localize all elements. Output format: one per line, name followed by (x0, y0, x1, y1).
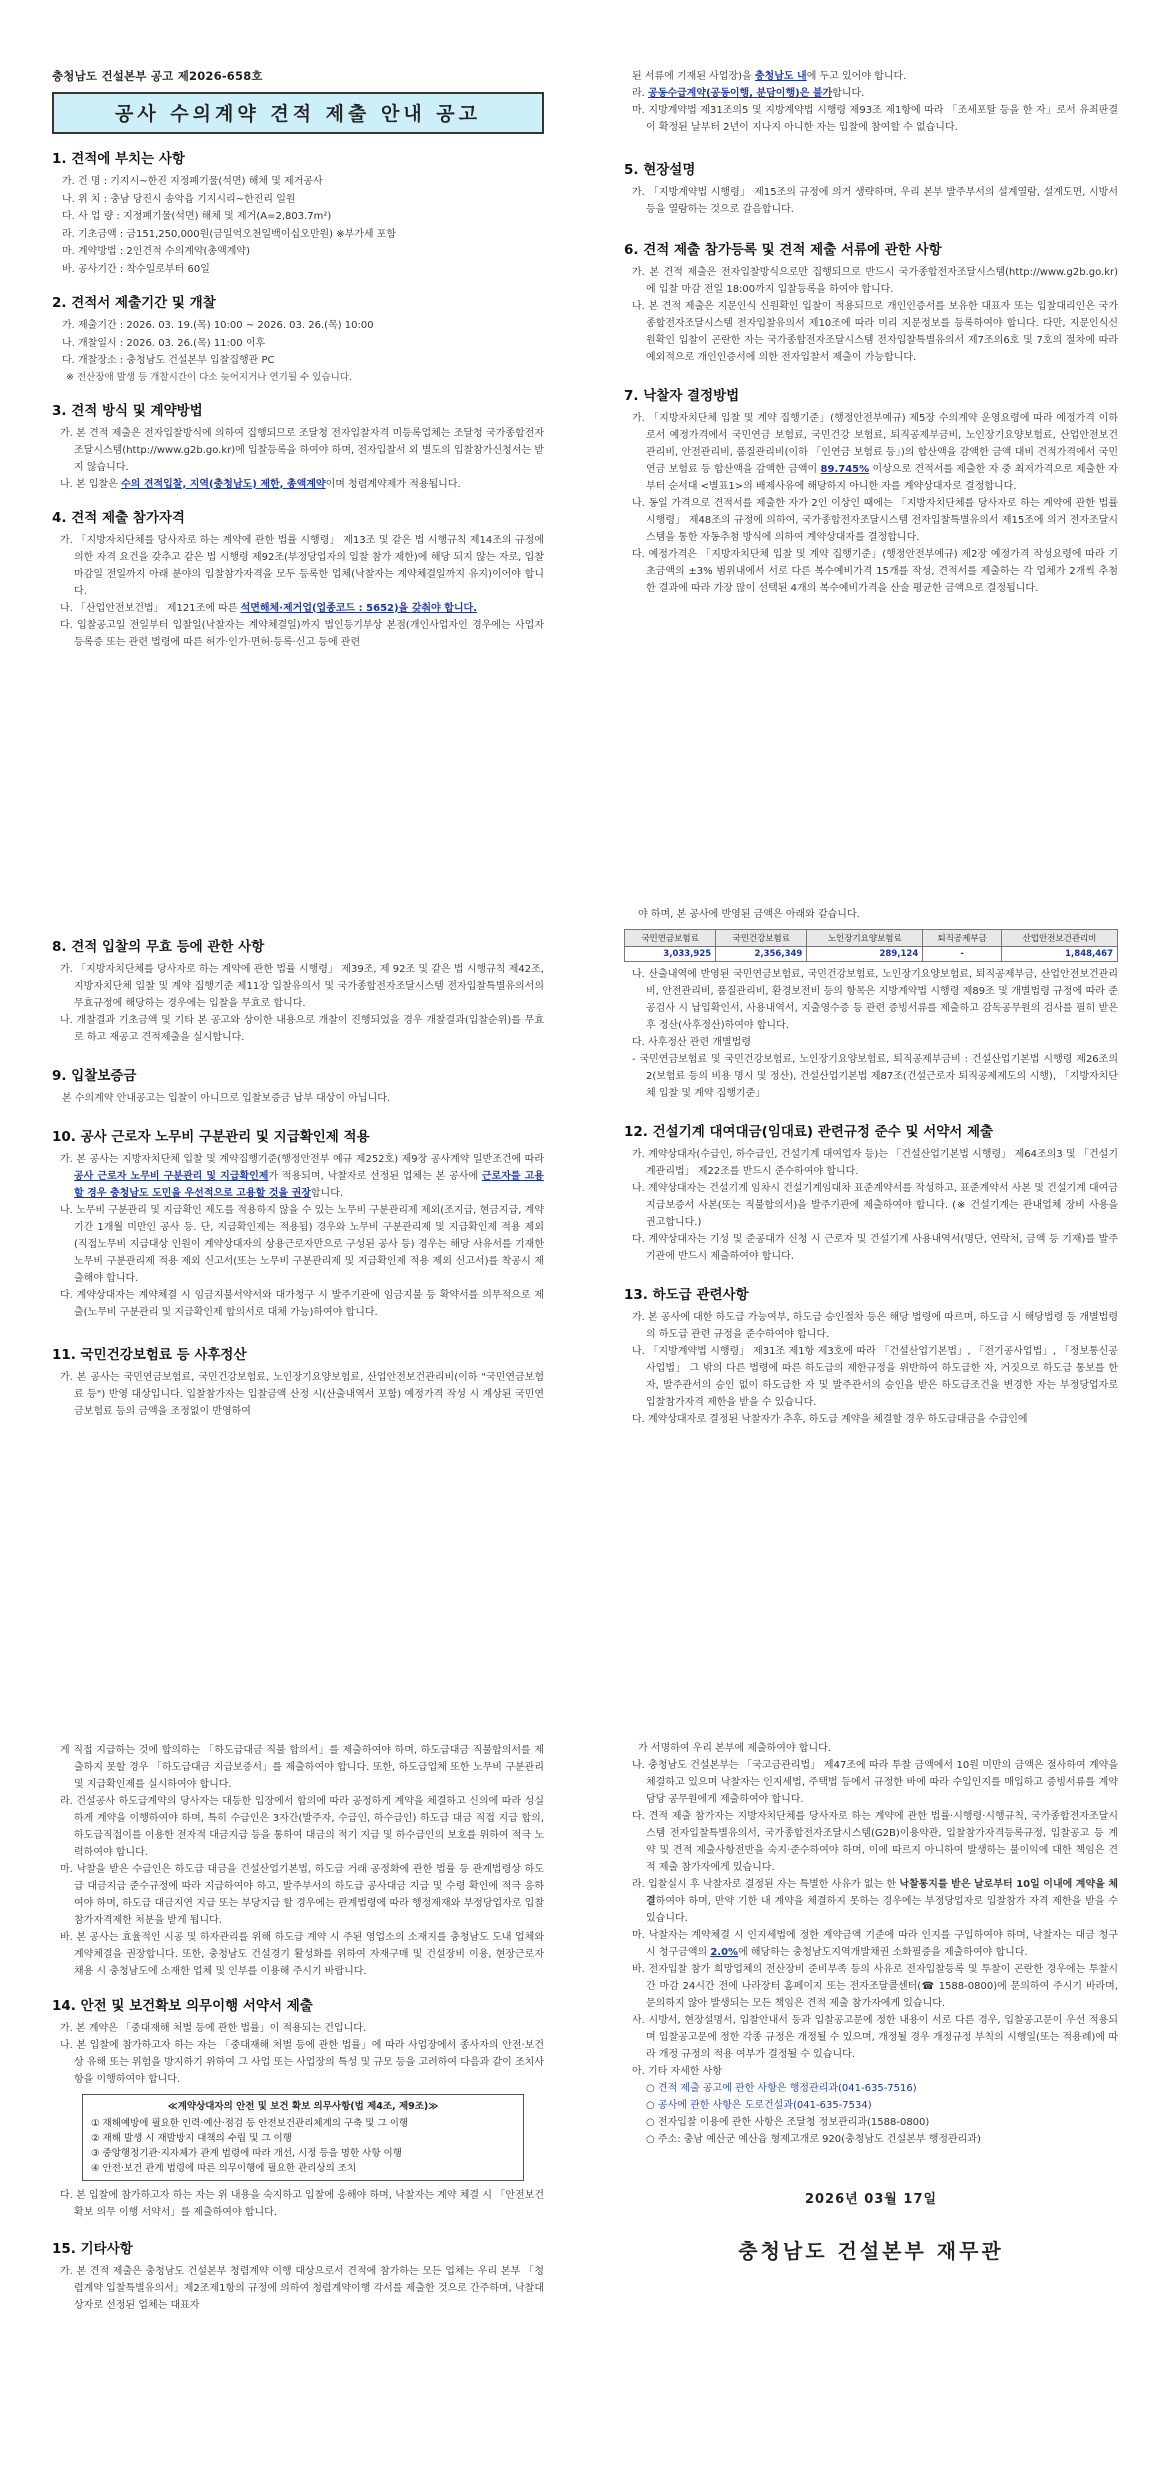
contact-item: ○ 전자입찰 이용에 관한 사항은 조달청 정보관리과(1588-0800) (646, 2117, 930, 2128)
highlight-text: 2.0% (710, 1947, 739, 1958)
paragraph: 마. 지방계약법 제31조의5 및 지방계약법 시행령 제93조 제1항에 따라 「조세포탈 등을 한 자」로서 유죄판결이 확정된 날부터 2년이 지나지 아니한 자는 입찰에 참여할 수 없습니다. (632, 105, 1118, 133)
paragraph: 가. 본 공사에 대한 하도급 가능여부, 하도급 승인절차 등은 해당 법령에 따르며, 하도급 시 해당법령 등 개별법령의 하도급 관련 규정을 준수하여야 합니다. (632, 1312, 1118, 1340)
section-heading: 2. 견적서 제출기간 및 개찰 (52, 295, 216, 311)
text-span: 가. 본 공사는 지방자치단체 입찰 및 계약집행기준(행정안전부 예규 제252호) 제9장 공사계약 일반조건에 따라 (60, 1154, 544, 1165)
highlight-text: 89.745% (820, 464, 870, 475)
paragraph: 야 하며, 본 공사에 반영된 금액은 아래와 같습니다. (638, 909, 860, 920)
obligation-box (82, 2094, 524, 2181)
paragraph (624, 1876, 1118, 1927)
table-cell: - (923, 947, 1002, 962)
paragraph: 가. 「지방자치단체를 당사자로 하는 계약에 관한 법률 시행령」 제13조 및 같은 법 시행규칙 제14조의 규정에 의한 자격 요건을 갖추고 같은 법 시행령 제92조(부정당업자의 입찰 참가 제한)에 해당 되지 않는 자로, 입찰마감일 전일까지 아래 분야의 입찰참가자격을 모두 등록한 업체(낙찰자는 계약체결일까지 유지)이어야 합니다. (60, 534, 544, 597)
field-row: 가. 건 명 : 기지시~한진 지정폐기물(석면) 해체 및 제거공사 (62, 176, 323, 187)
paragraph: 다. 계약상대자는 기성 및 준공대가 신청 시 근로자 및 건설기계 사용내역서(명단, 연락처, 금액 등 기재)를 발주기관에 반드시 제출하여야 합니다. (632, 1234, 1118, 1262)
paragraph: 가. 본 견적 제출은 전자입찰방식으로만 집행되므로 반드시 국가종합전자조달시스템(http://www.g2b.go.kr)에 입찰 마감 전일 18:00까지 입찰등록을 하여야 합니다. (632, 267, 1118, 295)
section-heading: 6. 견적 제출 참가등록 및 견적 제출 서류에 관한 사항 (624, 242, 942, 258)
text-span: 가 적용되며, 낙찰자로 선정된 업체는 본 공사에 (268, 1171, 482, 1182)
document-page-5 (0, 1652, 584, 2478)
paragraph: 다. 견적 제출 참가자는 지방자치단체를 당사자로 하는 계약에 관한 법률·시행령·시행규칙, 국가종합전자조달시스템 전자입찰특별유의서, 국가종합전자조달시스템(G2B)이용약관, 입찰참가자격등록규정, 입찰공고 등 계약 및 견적 제출사항전반을 숙지·준수하여야 하며, 이에 따르지 아니하여 발생하는 불이익에 대한 책임은 견적 제출 참가자에게 있습니다. (632, 1811, 1118, 1873)
field-row: 나. 위 치 : 충남 당진시 송악읍 기지시리~한진리 일원 (62, 193, 296, 205)
paragraph (52, 600, 544, 617)
contact-item: ○ 견적 제출 공고에 관한 사항은 행정관리과(041-635-7516) (646, 2083, 917, 2094)
paragraph: 가 서명하여 우리 본부에 제출하여야 합니다. (638, 1743, 831, 1754)
section-heading: 12. 건설기계 대여대금(임대료) 관련규정 준수 및 서약서 제출 (624, 1124, 994, 1140)
paragraph: 사. 시방서, 현장설명서, 입찰안내서 등과 입찰공고문에 정한 내용이 서로 다른 경우, 입찰공고문이 우선 적용되며 입찰공고문에 정한 각종 규정은 개정될 수 있으며, 개정될 경우 개정규정 부칙의 시행일(또는 적용례)에 따라 개정 규정의 적용 여부가 결정될 수 있습니다. (632, 2015, 1118, 2060)
table-header-row (625, 930, 1118, 947)
paragraph: 가. 「지방계약법 시행령」 제15조의 규정에 의거 생략하며, 우리 본부 발주부서의 설계열람, 설계도면, 시방서 등을 열람하는 것으로 갈음합니다. (632, 187, 1118, 215)
section-heading: 9. 입찰보증금 (52, 1068, 137, 1084)
document-page-2 (584, 0, 1168, 826)
paragraph: 가. 본 공사는 국민연금보험료, 국민건강보험료, 노인장기요양보험료, 산업안전보건관리비(이하 "국민연금보험료 등") 반영 대상입니다. 입찰참가자는 입찰금액 산정 시(산출내역서 포함) 예정가격 작성 시 계상된 국민연금보험료 등의 금액을 조정없이 반영하여 (60, 1372, 544, 1417)
paragraph: 나. 동일 가격으로 견적서를 제출한 자가 2인 이상인 때에는 「지방자치단체를 당사자로 하는 계약에 관한 법률 시행령」 제48조의 규정에 의하여, 국가종합전자조달시스템 전자입찰특별유의서 제15조에 의거 전자조달시스템을 통한 자동추첨 방식에 의하여 계약상대자를 결정합니다. (632, 498, 1118, 543)
box-heading: ≪계약상대자의 안전 및 보건 확보 의무사항(법 제4조, 제9조)≫ (167, 2101, 439, 2112)
paragraph: 다. 계약상대자로 결정된 낙찰자가 추후, 하도급 계약을 체결할 경우 하도급대금을 수급인에 (632, 1414, 1028, 1425)
section-heading: 15. 기타사항 (52, 2241, 133, 2257)
list-item: ③ 중앙행정기관·지자체가 관계 법령에 따라 개선, 시정 등을 명한 사항 이행 (91, 2148, 402, 2159)
insurance-fee-table (624, 929, 1118, 962)
paragraph: 가. 계약상대자(수급인, 하수급인, 건설기계 대여업자 등)는 「건설산업기본법 시행령」 제64조의3 및 「건설기계관리법」 제22조를 반드시 준수하여야 합니다. (632, 1149, 1118, 1177)
highlight-text: 공사 근로자 노무비 구분관리 및 지급확인제 (74, 1171, 269, 1182)
text-span: 나. 본 입찰은 (60, 478, 122, 490)
table-header-cell: 퇴직공제부금 (923, 930, 1002, 947)
table-cell: 1,848,467 (1002, 947, 1118, 962)
document-page-1 (0, 0, 584, 826)
highlight-text: 공동수급계약(공동이행, 분담이행)은 불가 (648, 88, 833, 99)
paragraph: 나. 개찰결과 기초금액 및 기타 본 공고와 상이한 내용으로 개찰이 진행되었을 경우 개찰결과(입찰순위)를 무효로 하고 재공고 견적제출을 실시합니다. (60, 1015, 544, 1043)
highlight-text: 석면해체·제거업(업종코드 : 5652)을 갖춰야 합니다. (240, 602, 477, 614)
text-span: 나. 「산업안전보건법」 제121조에 따른 (60, 602, 241, 614)
paragraph: 나. 본 입찰에 참가하고자 하는 자는 「중대재해 처벌 등에 관한 법률」에 따라 사업장에서 종사자의 안전·보건상 유해 또는 위험을 방지하기 위하여 그 사업 또는 사업장의 특성 및 규모 등을 고려하여 다음과 같이 조치사항을 이행하여야 합니다. (60, 2040, 544, 2085)
field-row: 바. 공사기간 : 착수일로부터 60일 (62, 263, 210, 275)
note-text: ※ 전산장애 발생 등 개찰시간이 다소 늦어지거나 연기될 수 있습니다. (66, 371, 352, 383)
paragraph: 나. 노무비 구분관리 및 지급확인 제도를 적용하지 않을 수 있는 노무비 구분관리제 제외(조지급, 현금지급, 계약기간 1개월 미만인 공사 등. 단, 지급확인제는 적용됨) 경우와 노무비 구분관리제 및 지급확인제 적용 제외(직접노무비 지급대상 인원이 계약상대자의 상용근로자만으로 구성된 공사 등) 경우는 해당 사유서를 기재한 노무비 구분관리제 적용 제외 신고서(또는 노무비 구분관리제 및 지급확인제 적용 제외 신고서)를 착공시 제출해야 합니다. (60, 1205, 544, 1284)
paragraph: 다. 계약상대자는 계약체결 시 임금지불서약서와 대가청구 시 발주기관에 임금지불 등 확약서를 의무적으로 제출(노무비 구분관리 및 지급확인제 합의서로 대체 가능)하여야 합니다. (60, 1290, 544, 1318)
paragraph: 나. 본 견적 제출은 지문인식 신원확인 입찰이 적용되므로 개인인증서를 보유한 대표자 또는 입찰대리인은 국가종합전자조달시스템 전자입찰유의서 제10조에 따라 미리 지문정보를 등록하여야 합니다. 다만, 지문인식신원확인 입찰이 곤란한 자는 국가종합전자조달시스템 전자입찰특별유의서 제7조의6호 및 7호의 절차에 따라 예외적으로 개인인증서에 의한 전자입찰서 제출이 가능합니다. (632, 301, 1118, 363)
section-heading: 11. 국민건강보험료 등 사후정산 (52, 1347, 247, 1363)
paragraph (52, 476, 544, 493)
text-span: 마. 낙찰자는 계약체결 시 인지세법에 정한 계약금액 기준에 따라 인지를 구입하여야 하며, 낙찰자는 대금 청구 시 청구금액의 (632, 1930, 1118, 1958)
paragraph: 다. 사후정산 관련 개별법령 (632, 1037, 751, 1048)
table-cell: 2,356,349 (716, 947, 807, 962)
highlight-text: 근로자를 고용할 경우 충청남도 도민을 우선적으로 고용할 것을 권장 (74, 1171, 544, 1199)
text-span: 이상으로 견적서를 제출한 자 중 최저가격으로 제출한 자부터 순서대 <별표1>의 배제사유에 해당하지 아니한 자를 계약상대자로 결정합니다. (646, 464, 1118, 492)
page-title: 공사 수의계약 견적 제출 안내 공고 (52, 92, 544, 134)
paragraph: 라. 건설공사 하도급계약의 당사자는 대등한 입장에서 합의에 따라 공정하게 계약을 체결하고 신의에 따라 성실하게 계약을 이행하여야 하며, 특히 수급인은 3자간(발주자, 수급인, 하수급인) 하도급 대금 직접 지급 합의, 하도급직접이를 이용한 전자적 대금지급 등을 통하여 대금의 적기 지급 및 하수급인의 보호를 위하여 적극 노력하여야 합니다. (60, 1796, 544, 1858)
paragraph: 아. 기타 자세한 사항 (632, 2066, 722, 2077)
signer-name: 충청남도 건설본부 재무관 (738, 2239, 1004, 2263)
highlight-text: 수의 견적입찰, 지역(충청남도) 제한, 총액계약 (121, 478, 326, 490)
paragraph: 나. 충청남도 건설본부는 「국고금관리법」 제47조에 따라 투찰 금액에서 10원 미만의 금액은 절사하여 계약을 체결하고 있으며 낙찰자는 인지세법, 주택법 등에서 규정한 바에 따라 수입인지를 매입하고 증빙서류를 계약담당 공무원에게 제출하여야 합니다. (632, 1760, 1118, 1805)
contact-item: ○ 공사에 관한 사항은 도로건설과(041-635-7534) (646, 2100, 872, 2111)
field-row: 가. 제출기간 : 2026. 03. 19.(목) 10:00 ~ 2026. 03. 26.(목) 10:00 (62, 320, 374, 331)
paragraph: 가. 본 계약은 「중대재해 처벌 등에 관한 법률」이 적용되는 건입니다. (60, 2023, 367, 2034)
field-row: 다. 사 업 량 : 지정폐기물(석면) 해체 및 제거(A=2,803.7m²) (62, 211, 332, 222)
field-row: 나. 개찰일시 : 2026. 03. 26.(목) 11:00 이후 (62, 337, 266, 349)
table-header-cell: 노인장기요양보험료 (807, 930, 923, 947)
section-heading: 8. 견적 입찰의 무효 등에 관한 사항 (52, 939, 265, 955)
paragraph: 바. 전자입찰 참가 희망업체의 전산장비 준비부족 등의 사유로 전자입찰등록 및 투찰이 곤란한 경우에는 투찰시간 마감 24시간 전에 나라장터 홈페이지 또는 전자조달콜센터(☎ 1588-0800)에 문의하여 주시기 바라며, 문의하지 않아 발생되는 모든 책임은 견적 제출 참가자에게 있습니다. (632, 1964, 1118, 2009)
list-item: ④ 안전·보건 관계 법령에 따른 의무이행에 필요한 관리상의 조치 (91, 2163, 357, 2174)
list-item: ① 재해예방에 필요한 인력·예산·점검 등 안전보건관리체계의 구축 및 그 이행 (91, 2118, 409, 2129)
text-span: 합니다. (832, 88, 865, 99)
table-cell: 289,124 (807, 947, 923, 962)
field-row: 다. 개찰장소 : 충청남도 건설본부 입찰집행관 PC (62, 355, 275, 366)
contact-item: ○ 주소: 충남 예산군 예산읍 형제고개로 920(충청남도 건설본부 행정관리과) (646, 2134, 981, 2145)
highlight-text: 충청남도 내 (754, 71, 807, 82)
table-cell: 3,033,925 (625, 947, 716, 962)
table-header-cell: 국민연금보험료 (625, 930, 716, 947)
document-page-3 (0, 826, 584, 1652)
table-header-cell: 산업안전보건관리비 (1002, 930, 1118, 947)
table-row (625, 947, 1118, 962)
section-heading: 10. 공사 근로자 노무비 구분관리 및 지급확인제 적용 (52, 1129, 370, 1145)
paragraph (624, 1927, 1118, 1961)
document-page-6 (584, 1652, 1168, 2478)
field-row: 마. 계약방법 : 2인견적 수의계약(총액계약) (62, 246, 250, 257)
paragraph: 나. 산출내역에 반영된 국민연금보험료, 국민건강보험료, 노인장기요양보험료, 퇴직공제부금, 산업안전보건관리비, 안전관리비, 품질관리비, 환경보전비 등의 항목은 지방계약법 시행령 제89조 및 개별법령 규정에 따라 준공검사 시 납입확인서, 사용내역서, 지출영수증 등 관련 증빙서류를 제출하고 감독공무원의 검사를 필히 받은 후 정산(사후정산)하여야 합니다. (632, 969, 1118, 1031)
section-heading: 7. 낙찰자 결정방법 (624, 388, 740, 404)
text-span: 하여야 하며, 만약 기한 내 계약을 체결하지 못하는 경우에는 부정당업자로 입찰참가 자격 제한을 받을 수 있습니다. (646, 1896, 1118, 1924)
paragraph (624, 410, 1118, 495)
paragraph (52, 1151, 544, 1202)
text-span: 된 서류에 기재된 사업장)을 (632, 71, 755, 82)
section-heading: 4. 견적 제출 참가자격 (52, 509, 185, 526)
paragraph: 다. 입찰공고일 전일부터 입찰일(낙찰자는 계약체결일)까지 법인등기부상 본점(개인사업자인 경우에는 사업자등록증 또는 관련 법령에 따른 허가·인가·면허·등록·신고 등에 관련 (60, 619, 544, 648)
text-span: 라. 입찰실시 후 낙찰자로 결정된 자는 특별한 사유가 없는 한 (632, 1879, 900, 1890)
section-heading: 14. 안전 및 보건확보 의무이행 서약서 제출 (52, 1998, 313, 2014)
text-span: 가. 「지방자치단체 입찰 및 계약 집행기준」(행정안전부예규) 제5장 수의계약 운영요령에 따라 예정가격 이하로서 예정가격에서 국민연금 보험료, 국민건강 보험료, 퇴직공제부금비, 노인장기요양보험료, 산업안전보건관리비, 안전관리비, 품질관리비(이하 「인연금 보험료 등」)의 합산액을 감액한 금액 대비 견적가격에서 국민연금 보험료 등 합산액을 감액한 금액이 (632, 413, 1118, 475)
table-header-cell: 국민건강보험료 (716, 930, 807, 947)
text-span: 이며 청렴계약제가 적용됩니다. (325, 478, 461, 490)
paragraph: 나. 「지방계약법 시행령」 제31조 제1항 제3호에 따라 「건설산업기본법」, 「전기공사업법」, 「정보통신공사업법」 그 밖의 다른 법령에 따른 하도급의 제한규정을 위반하여 하도급한 자, 거짓으로 하도급 통보를 한 자, 발주관서의 승인 없이 하도급한 자 및 발주관서의 승인을 받은 하도급조건을 변경한 자는 부정당업자로 입찰참가자격 제한을 받을 수 있습니다. (632, 1346, 1118, 1408)
text-span: 라. (632, 88, 649, 99)
paragraph: 게 직접 지급하는 것에 합의하는 「하도급대금 직불 합의서」를 제출하여야 하며, 하도급대금 직불합의서를 제출하지 못할 경우 「하도급대금 지급보증서」를 제출하여야 합니다. 또한, 하도급업체 또한 노무비 구분관리 및 지급확인제를 실시하여야 합니다. (60, 1745, 544, 1790)
notice-number: 충청남도 건설본부 공고 제2026-658호 (52, 69, 263, 83)
paragraph: 바. 본 공사는 효율적인 시공 및 하자관리를 위해 하도급 계약 시 주된 영업소의 소재지를 충청남도 도내 업체와 계약체결을 권장합니다. 또한, 충청남도 건설경기 활성화를 위하여 자재구매 및 건설장비 이용, 현장근로자 채용 시 충청남도에 소재한 업체 및 인부를 이용해 주시기 바랍니다. (60, 1932, 544, 1977)
section-heading: 1. 견적에 부치는 사항 (52, 151, 185, 167)
paragraph (624, 68, 1118, 85)
notice-date: 2026년 03월 17일 (804, 2192, 938, 2207)
text-span: 에 두고 있어야 합니다. (806, 71, 907, 82)
paragraph: 나. 계약상대자는 건설기계 임차시 건설기계임대차 표준계약서를 작성하고, 표준계약서 사본 및 건설기계 대여금 지급보증서 사본(또는 직불합의서)을 발주기관에 제출하여야 합니다. (※ 건설기계는 관내업체 장비 사용을 권고합니다.) (632, 1183, 1118, 1228)
text-span: 합니다. (310, 1188, 344, 1199)
paragraph: 다. 본 입찰에 참가하고자 하는 자는 위 내용을 숙지하고 입찰에 응해야 하며, 낙찰자는 계약 체결 시 「안전보건 확보 의무 이행 서약서」를 제출하여야 합니다. (60, 2190, 544, 2218)
document-page-4 (584, 826, 1168, 1652)
section-heading: 5. 현장설명 (624, 162, 696, 178)
paragraph: 다. 예정가격은 「지방자치단체 입찰 및 계약 집행기준」(행정안전부예규) 제2장 예정가격 작성요령에 따라 기초금액의 ±3% 범위내에서 서로 다른 복수예비가격 15개를 작성, 견적서를 제출하는 각 업체가 2개씩 추첨한 결과에 따라 가장 많이 선택된 4개의 복수예비가격을 산술 평균한 금액으로 결정됩니다. (632, 549, 1118, 594)
section-heading: 3. 견적 방식 및 계약방법 (52, 402, 203, 419)
paragraph: 마. 낙찰을 받은 수급인은 하도급 대금을 건설산업기본법, 하도급 거래 공정화에 관한 법률 등 관계법령상 하도급 대금지급 준수규정에 따라 지급하여야 하고, 발주부서의 하도급 공사대금 지급 및 수령 확인에 적극 응하여야 하며, 하도급 대금지연 지급 또는 부당지급 할 경우에는 관계법령에 따라 행정제재와 부정당업자로 입찰참가자격제한 처분을 받게 됩니다. (60, 1864, 544, 1926)
paragraph: - 국민연금보험료 및 국민건강보험료, 노인장기요양보험료, 퇴직공제부금비 : 건설산업기본법 시행령 제26조의2(보험료 등의 비용 명시 및 정산), 건설산업기본법 제87조(건설근로자 퇴직공제제도의 시행), 「지방자치단체 입찰 및 계약 집행기준」 (632, 1054, 1118, 1099)
paragraph: 본 수의계약 안내공고는 입찰이 아니므로 입찰보증금 납부 대상이 아닙니다. (62, 1093, 391, 1104)
field-row: 라. 기초금액 : 금151,250,000원(금일억오천일백이십오만원) ※부가세 포함 (62, 228, 397, 240)
emphasis-text: 낙찰통지를 받은 날로부터 10일 이내에 계약을 체결 (646, 1879, 1118, 1907)
section-heading: 13. 하도급 관련사항 (624, 1287, 749, 1303)
paragraph: 가. 「지방자치단체를 당사자로 하는 계약에 관한 법률 시행령」 제39조, 제 92조 및 같은 법 시행규칙 제42조, 지방자치단체 입찰 및 계약 집행기준 제11장 입찰유의서 및 국가종합전자조달시스템 전자입찰특별유의서의 무효규정에 해당하는 경우에는 입찰을 무효로 합니다. (60, 964, 544, 1009)
paragraph (624, 85, 1118, 102)
list-item: ② 재해 발생 시 재발방지 대책의 수립 및 그 이행 (91, 2133, 292, 2144)
paragraph: 가. 본 견적 제출은 전자입찰방식에 의하여 집행되므로 조달청 전자입찰자격 미등록업체는 조달청 국가종합전자조달시스템(http://www.g2b.go.kr)에 입찰등록을 하여야 하며, 전자입찰서 외 별도의 입찰참가신청서는 받지 않습니다. (60, 427, 544, 473)
paragraph: 가. 본 견적 제출은 충청남도 건설본부 청렴계약 이행 대상으로서 견적에 참가하는 모든 업체는 우리 본부 「청렴계약 입찰특별유의서」제2조제1항의 규정에 의하여 청렴계약이행 각서를 제출한 것으로 간주하며, 낙찰대상자로 선정된 업체는 대표자 (60, 2266, 544, 2311)
text-span: 에 해당하는 충청남도지역개발채권 소화필증을 제출하여야 합니다. (738, 1947, 1028, 1958)
